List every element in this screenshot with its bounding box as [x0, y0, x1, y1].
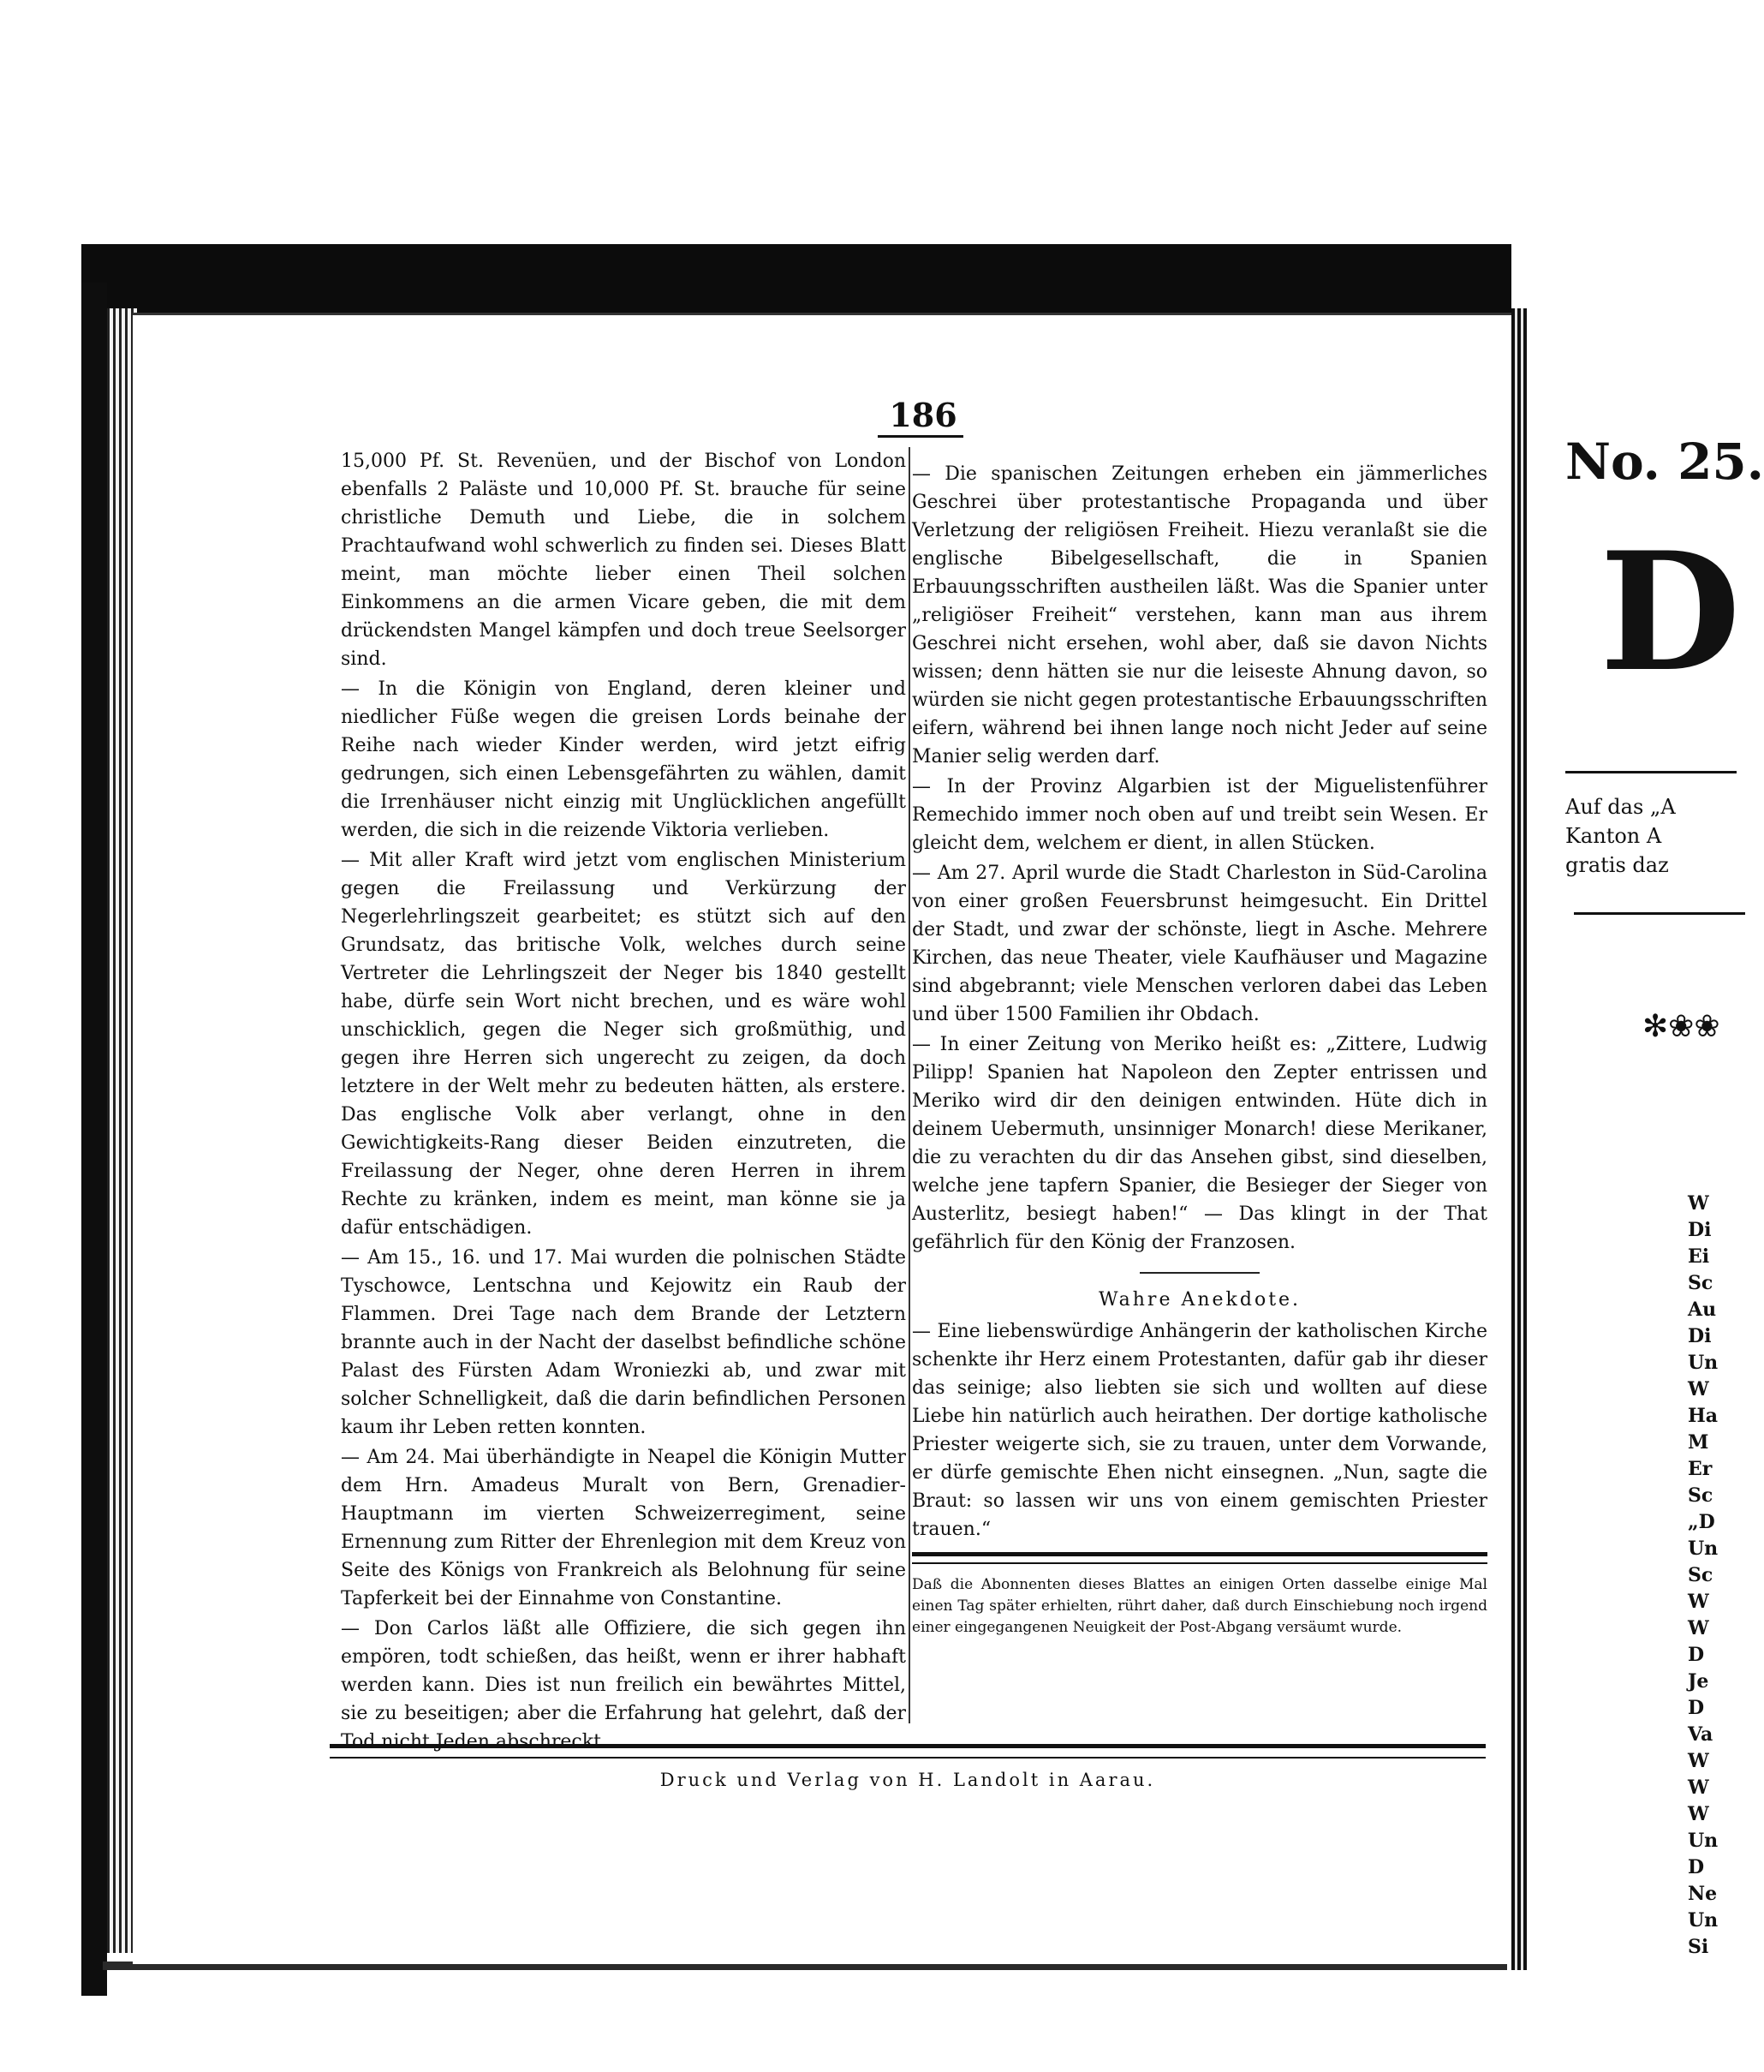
line-start: Di: [1688, 1325, 1712, 1347]
subscription-notice: [1565, 792, 1676, 880]
subscription-line: Kanton A: [1565, 824, 1662, 848]
left-column: [341, 447, 906, 1756]
line-start: Er: [1688, 1458, 1713, 1480]
line-start: D: [1688, 1856, 1705, 1878]
line-start: Un: [1688, 1830, 1719, 1852]
book-spine: [1511, 308, 1527, 1970]
line-start: W: [1688, 1803, 1709, 1825]
article-paragraph: 15,000 Pf. St. Revenüen, und der Bischof von London ebenfalls 2 Paläste und 10,000 Pf. St. brauche für seine christliche Demuth und Liebe, die in solchem Prachtaufwand wohl schwerlich zu finden sei. Dieses Blatt meint, man möchte lieber einen Theil solchen Einkommens an die armen Vicare geben, die mit dem drückendsten Mangel kämpfen und doch treue Seelsorger sind.: [341, 451, 906, 670]
line-start: Un: [1688, 1909, 1719, 1932]
article-paragraph: — In der Provinz Algarbien ist der Miguelistenführer Remechido immer noch oben auf und treibt sein Wesen. Er gleicht dem, welchem er dient, in allen Stücken.: [912, 776, 1487, 854]
scan-shadow-top: [81, 244, 1383, 317]
right-column: [912, 460, 1487, 1639]
cut-off-text-column: [1688, 1191, 1718, 1961]
article-paragraph: — Die spanischen Zeitungen erheben ein jämmerliches Geschrei über protestantische Propaganda und über Verletzung der religiösen Freiheit. Hiezu veranlaßt sie die englische Bibelgesellschaft, die in Spanien Erbauungsschriften austheilen läßt. Was die Spanier unter „religiöser Freiheit“ verstehen, kann man aus ihrem Geschrei nicht ersehen, wohl aber, daß sie davon Nichts wissen; denn hätten sie nur die leiseste Ahnung davon, so würden sie nicht gegen protestantische Erbauungsschriften eifern, während bei ihnen lange noch nicht Jeder auf seine Manier selig werden darf.: [912, 463, 1487, 767]
line-start: Di: [1688, 1219, 1712, 1241]
article-paragraph: — In die Königin von England, deren kleiner und niedlicher Füße wegen die greisen Lords beinahe der Reihe nach wieder Kinder werden, wird jetzt eifrig gedrungen, sich einen Lebensgefährten zu wählen, damit die Irrenhäuser nicht einzig mit Unglücklichen angefüllt werden, die sich in die reizende Viktoria verlieben.: [341, 678, 906, 841]
article-paragraph: — Am 27. April wurde die Stadt Charleston in Süd-Carolina von einer großen Feuersbrunst heimgesucht. Ein Drittel der Stadt, und zwar der schönste, liegt in Asche. Mehrere Kirchen, das neue Theater, viele Kaufhäuser und Magazine sind abgebrannt; viele Menschen verloren dabei das Leben und über 1500 Familien ihr Obdach.: [912, 863, 1487, 1025]
article-paragraph: — Am 15., 16. und 17. Mai wurden die polnischen Städte Tyschowce, Lentschna und Kejowitz ein Raub der Flammen. Drei Tage nach dem Brande der Letztern brannte auch in der Nacht der daselbst befindliche schöne Palast des Fürsten Adam Wroniezki ab, und zwar mit solcher Schnelligkeit, daß die darin befindlichen Personen kaum ihr Leben retten konnten.: [341, 1247, 906, 1438]
book-edge-left: [81, 283, 107, 1996]
article-paragraph: — Don Carlos läßt alle Offiziere, die sich gegen ihn empören, todt schießen, das heißt, wenn er ihrer habhaft werden kann. Dies ist nun freilich ein bewährtes Mittel, sie zu beseitigen; aber die Erfahrung hat gelehrt, daß der Tod nicht Jeden abschreckt.: [341, 1618, 906, 1753]
line-start: Va: [1688, 1723, 1713, 1746]
line-start: „D: [1688, 1511, 1715, 1533]
line-start: Un: [1688, 1538, 1719, 1560]
line-start: W: [1688, 1192, 1709, 1215]
column-divider: [909, 447, 910, 1723]
next-page-partial: [1527, 343, 1764, 1970]
subscription-line: gratis daz: [1565, 853, 1669, 877]
masthead-rule: [1565, 771, 1737, 773]
line-start: W: [1688, 1776, 1709, 1799]
line-start: Ei: [1688, 1245, 1710, 1268]
page-number: 186: [889, 396, 957, 434]
line-start: Au: [1688, 1299, 1717, 1321]
line-start: Ne: [1688, 1883, 1718, 1905]
article-paragraph: — Mit aller Kraft wird jetzt vom englischen Ministerium gegen die Freilassung und Verkürzung der Negerlehrlingszeit gearbeitet; es stützt sich auf den Grundsatz, das britische Volk, welches durch seine Vertreter die Lehrlingszeit der Neger bis 1840 gestellt habe, dürfe sein Wort nicht brechen, und es wäre wohl unschicklich, gegen die Neger sich großmüthig, und gegen ihre Herren sich ungerecht zu zeigen, da doch letztere in der Welt mehr zu bedeuten hätten, als erstere. Das englische Volk aber verlangt, ohne in den Gewichtigkeits-Rang dieser Beiden einzutreten, die Freilassung der Neger, ohne deren Herren in ihrem Rechte zu kränken, indem es meint, man könne sie ja dafür entschädigen.: [341, 850, 906, 1239]
imprint: Druck und Verlag von H. Landolt in Aarau.: [659, 1770, 1156, 1790]
line-start: W: [1688, 1378, 1709, 1400]
line-start: Sc: [1688, 1484, 1713, 1507]
line-start: Je: [1688, 1670, 1709, 1693]
ornament: ✻❀❀: [1642, 1009, 1720, 1044]
line-start: W: [1688, 1617, 1709, 1639]
line-start: D: [1688, 1644, 1705, 1666]
line-start: M: [1688, 1431, 1709, 1454]
line-start: Si: [1688, 1936, 1709, 1958]
line-start: W: [1688, 1750, 1709, 1772]
issue-number: No. 25.: [1565, 433, 1764, 491]
page-number-underline: [878, 435, 963, 438]
line-start: Ha: [1688, 1405, 1719, 1427]
footer-rule: [330, 1744, 1486, 1759]
line-start: Un: [1688, 1352, 1719, 1374]
article-paragraph: — In einer Zeitung von Meriko heißt es: „Zittere, Ludwig Pilipp! Spanien hat Napoleon den Zepter entrissen und Meriko wird dir den deinigen entwinden. Hüte dich in deinem Uebermuth, unsinniger Monarch! diese Merikaner, die zu verachten du dir das Ansehen gibst, sind dieselben, welche jene tapfern Spanier, die Besieger der Sieger von Austerlitz, besiegt haben!“ — Das klingt in der That gefährlich für den König der Franzosen.: [912, 1034, 1487, 1253]
subscription-rule: [1574, 912, 1745, 915]
section-separator: [1140, 1272, 1260, 1274]
article-paragraph: — Am 24. Mai überhändigte in Neapel die Königin Mutter dem Hrn. Amadeus Muralt von Bern, Grenadier-Hauptmann im vierten Schweizerregiment, seine Ernennung zum Ritter der Ehrenlegion mit dem Kreuz von Seite des Königs von Frankreich als Belohnung für seine Tapferkeit bei der Einnahme von Constantine.: [341, 1447, 906, 1609]
anecdote-text: — Eine liebenswürdige Anhängerin der katholischen Kirche schenkte ihr Herz einem Protestanten, dafür gab ihr dieser das seinige; also liebten sie sich und wollten auf diese Liebe hin natürlich auch heirathen. Der dortige katholische Priester weigerte sich, sie zu trauen, unter dem Vorwande, er dürfe gemischte Ehen nicht einsegnen. „Nun, sagte die Braut: so lassen wir uns von einem gemischten Priester trauen.“: [912, 1321, 1487, 1540]
line-start: D: [1688, 1697, 1705, 1719]
line-start: W: [1688, 1591, 1709, 1613]
masthead-initial: D: [1600, 517, 1741, 708]
line-start: Sc: [1688, 1272, 1713, 1294]
anecdote-heading: Wahre Anekdote.: [1098, 1289, 1302, 1311]
subscriber-notice: Daß die Abonnenten dieses Blattes an einigen Orten dasselbe einige Mal einen Tag später erhielten, rührt daher, daß durch Einschiebung noch irgend einer eingegangenen Neuigkeit der Post-Abgang versäumt wurde.: [912, 1576, 1487, 1636]
notice-separator: [912, 1552, 1487, 1564]
line-start: Sc: [1688, 1564, 1713, 1586]
subscription-line: Auf das „A: [1565, 795, 1676, 819]
